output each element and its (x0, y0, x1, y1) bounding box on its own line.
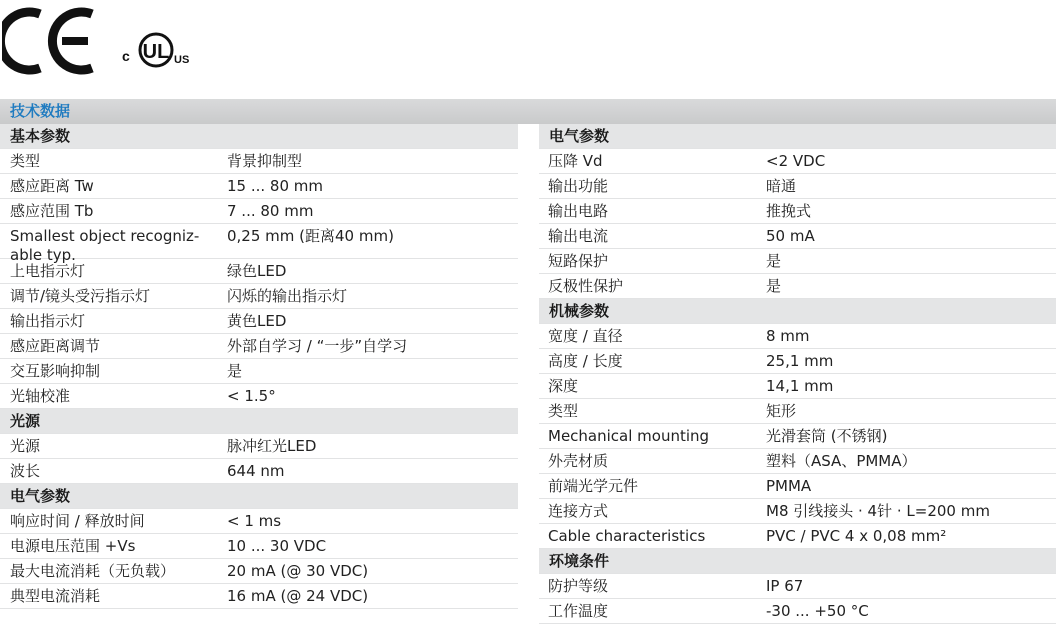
spec-label: Cable characteristics (548, 527, 706, 545)
spec-label: 波长 (10, 462, 41, 480)
spec-value: PVC / PVC 4 x 0,08 mm² (766, 527, 947, 545)
spec-row (0, 459, 518, 484)
spec-label: 响应时间 / 释放时间 (10, 512, 145, 530)
spec-row (539, 374, 1056, 399)
spec-row (0, 559, 518, 584)
spec-label: 感应距离 Tw (10, 177, 94, 195)
spec-row (539, 149, 1056, 174)
spec-label: 宽度 / 直径 (548, 327, 623, 345)
spec-section-title: 环境条件 (539, 549, 1056, 574)
right-spec-column (539, 124, 1056, 624)
spec-value: < 1 ms (227, 512, 282, 530)
spec-value: 黄色LED (227, 312, 287, 330)
spec-label: Mechanical mounting (548, 427, 710, 445)
spec-value: 25,1 mm (766, 352, 834, 370)
spec-row (539, 174, 1056, 199)
spec-value: 10 ... 30 VDC (227, 537, 327, 555)
spec-label: 类型 (10, 152, 41, 170)
spec-row (0, 509, 518, 534)
spec-value: IP 67 (766, 577, 804, 595)
spec-row (539, 224, 1056, 249)
spec-section-title: 电气参数 (539, 124, 1056, 149)
spec-value: 闪烁的输出指示灯 (227, 287, 348, 305)
spec-row (0, 334, 518, 359)
spec-value: 绿色LED (227, 262, 287, 280)
spec-value: 20 mA (@ 30 VDC) (227, 562, 369, 580)
spec-row (539, 474, 1056, 499)
spec-label: 输出功能 (548, 177, 609, 195)
spec-label: 压降 Vd (548, 152, 603, 170)
spec-row (0, 534, 518, 559)
spec-row (539, 599, 1056, 624)
spec-value: 脉冲红光LED (227, 437, 317, 455)
svg-text:US: US (174, 54, 190, 66)
left-spec-column (0, 124, 518, 609)
spec-label: 交互影响抑制 (10, 362, 101, 380)
spec-value: 是 (766, 277, 782, 295)
spec-row (539, 324, 1056, 349)
culus-logo (122, 30, 198, 72)
spec-label: 短路保护 (548, 252, 609, 270)
spec-row (0, 174, 518, 199)
spec-row (0, 309, 518, 334)
spec-value: 推挽式 (766, 202, 812, 220)
spec-value: 暗通 (766, 177, 797, 195)
spec-label: 光轴校准 (10, 387, 71, 405)
spec-label: 上电指示灯 (10, 262, 86, 280)
spec-row (0, 259, 518, 284)
spec-value: 光滑套筒 (不锈钢) (766, 427, 888, 445)
spec-row (539, 524, 1056, 549)
spec-label: 最大电流消耗（无负载） (10, 562, 176, 580)
spec-label: 前端光学元件 (548, 477, 639, 495)
spec-value: 7 ... 80 mm (227, 202, 314, 220)
spec-value: <2 VDC (766, 152, 826, 170)
spec-label: 连接方式 (548, 502, 609, 520)
spec-value: 8 mm (766, 327, 810, 345)
spec-row (0, 149, 518, 174)
spec-row (0, 584, 518, 609)
spec-value: 矩形 (766, 402, 797, 420)
spec-label: 反极性保护 (548, 277, 624, 295)
spec-value: < 1.5° (227, 387, 276, 405)
spec-label: 输出指示灯 (10, 312, 86, 330)
spec-row (0, 224, 518, 264)
spec-value: 644 nm (227, 462, 285, 480)
spec-row (539, 349, 1056, 374)
spec-row (539, 499, 1056, 524)
spec-label: 工作温度 (548, 602, 609, 620)
ce-mark-logo (2, 6, 94, 76)
spec-value: 塑料（ASA、PMMA） (766, 452, 917, 470)
spec-value: 背景抑制型 (227, 152, 303, 170)
spec-row (539, 199, 1056, 224)
spec-row (0, 384, 518, 409)
svg-text:UL: UL (142, 41, 170, 63)
spec-row (539, 449, 1056, 474)
spec-row (539, 424, 1056, 449)
spec-label: 感应距离调节 (10, 337, 101, 355)
spec-value: 外部自学习 / “一步”自学习 (227, 337, 408, 355)
spec-label: 高度 / 长度 (548, 352, 623, 370)
spec-label: 光源 (10, 437, 41, 455)
spec-label: 电源电压范围 +Vs (10, 537, 136, 555)
spec-label: 防护等级 (548, 577, 609, 595)
spec-label: 类型 (548, 402, 579, 420)
spec-row (539, 399, 1056, 424)
spec-label: 感应范围 Tb (10, 202, 94, 220)
spec-value: 15 ... 80 mm (227, 177, 324, 195)
spec-row (0, 434, 518, 459)
section-header-bar (0, 99, 1056, 124)
spec-label: 深度 (548, 377, 579, 395)
spec-value: -30 ... +50 °C (766, 602, 869, 620)
spec-row (0, 199, 518, 224)
spec-section-title: 机械参数 (539, 299, 1056, 324)
spec-section-title: 光源 (0, 409, 518, 434)
svg-text:c: c (122, 48, 130, 64)
spec-section-title: 电气参数 (0, 484, 518, 509)
spec-value: 是 (227, 362, 243, 380)
spec-value: 14,1 mm (766, 377, 834, 395)
spec-value: 是 (766, 252, 782, 270)
spec-row (539, 249, 1056, 274)
spec-label: 输出电流 (548, 227, 609, 245)
spec-value: PMMA (766, 477, 812, 495)
spec-label: 外壳材质 (548, 452, 609, 470)
page-title: 技术数据 (10, 102, 71, 120)
spec-label: Smallest object recogniz- able typ. (10, 227, 200, 264)
spec-value: 16 mA (@ 24 VDC) (227, 587, 369, 605)
spec-section-title: 基本参数 (0, 124, 518, 149)
spec-row (0, 284, 518, 309)
spec-row (539, 274, 1056, 299)
spec-value: M8 引线接头 · 4针 · L=200 mm (766, 502, 990, 520)
spec-label: 调节/镜头受污指示灯 (10, 287, 151, 305)
spec-label: 典型电流消耗 (10, 587, 101, 605)
spec-value: 0,25 mm (距离40 mm) (227, 227, 394, 245)
spec-value: 50 mA (766, 227, 815, 245)
spec-row (539, 574, 1056, 599)
spec-label: 输出电路 (548, 202, 609, 220)
spec-row (0, 359, 518, 384)
